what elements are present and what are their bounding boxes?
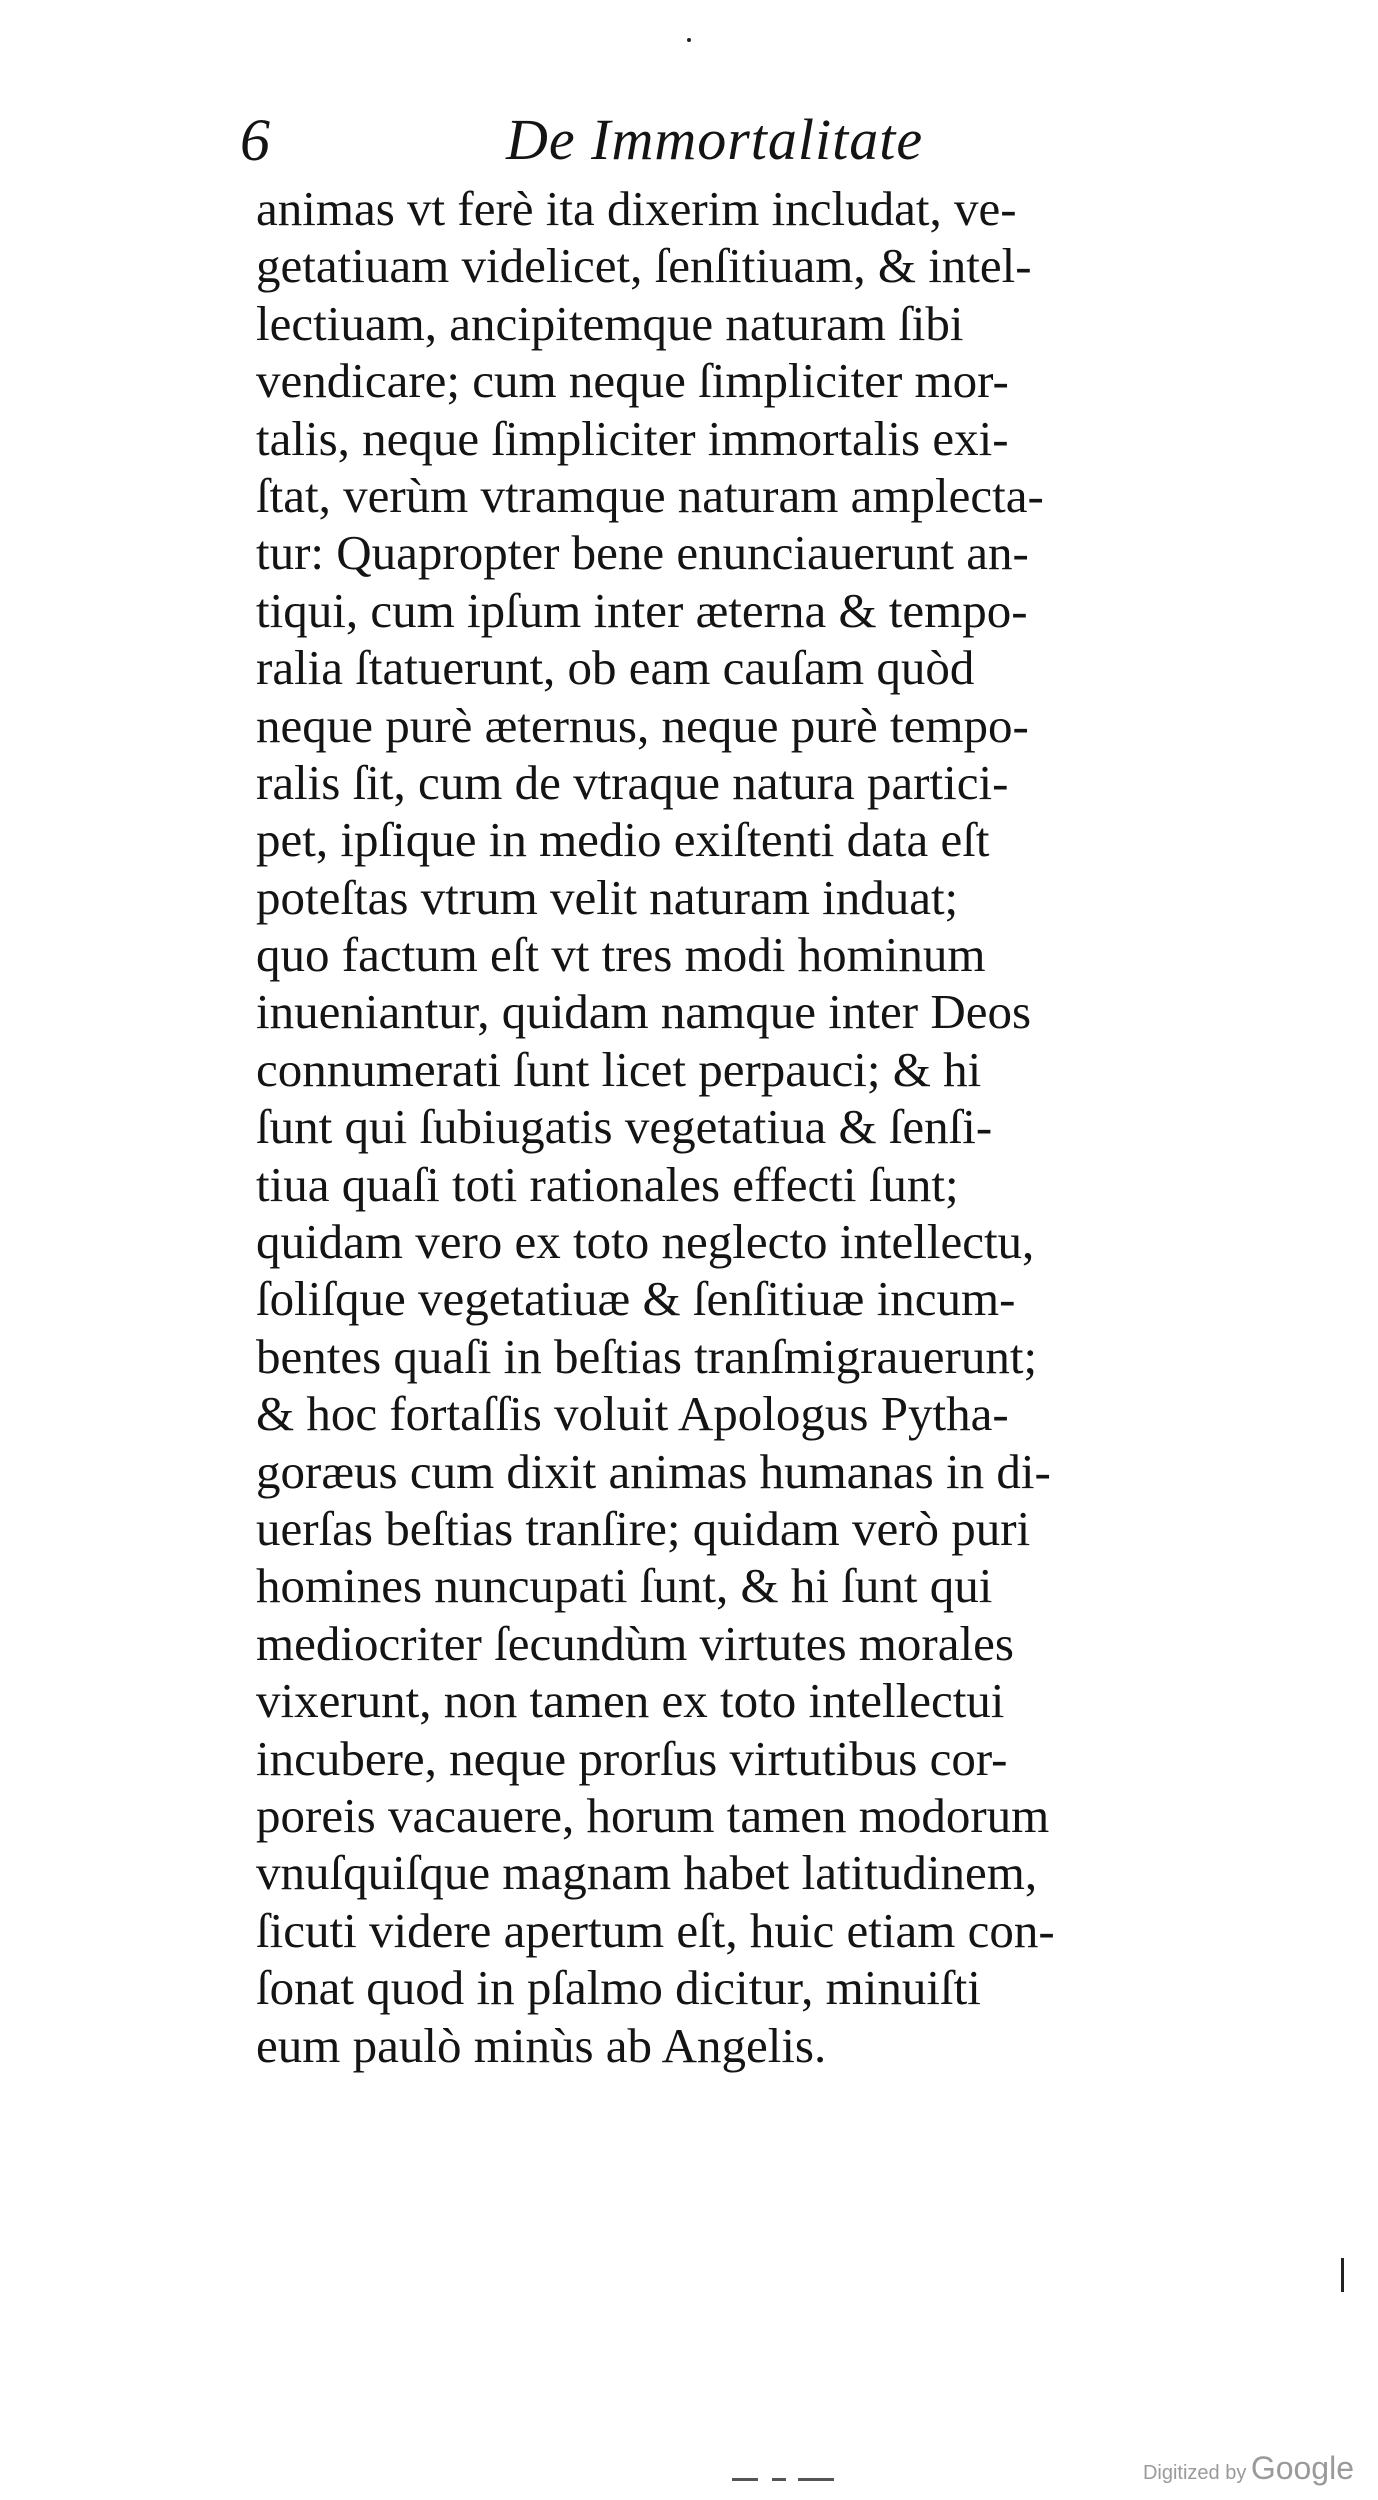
text-line: vixerunt, non tamen ex toto intellectui: [256, 1673, 1005, 1729]
text-line: ralia ſtatuerunt, ob eam cauſam quòd: [256, 640, 975, 696]
scan-speck: [772, 2478, 786, 2481]
scan-speck: [798, 2478, 834, 2481]
text-line: ſicuti videre apertum eſt, huic etiam con-: [256, 1902, 1055, 1958]
text-line: getatiuam videlicet, ſenſitiuam, & intel-: [256, 238, 1032, 294]
google-wordmark: Google: [1250, 2450, 1354, 2486]
text-line: pet, ipſique in medio exiſtenti data eſt: [256, 812, 990, 868]
text-line: ſtat, verùm vtramque naturam amplecta-: [256, 467, 1044, 523]
text-line: poteſtas vtrum velit naturam induat;: [256, 869, 959, 925]
text-line: homines nuncupati ſunt, & hi ſunt qui: [256, 1558, 993, 1614]
digitized-prefix: Digitized by: [1142, 2462, 1247, 2484]
text-line: quidam vero ex toto neglecto intellectu,: [256, 1214, 1035, 1270]
text-line: neque purè æternus, neque purè tempo-: [256, 697, 1029, 753]
margin-mark: [1341, 2258, 1344, 2292]
text-line: connumerati ſunt licet perpauci; & hi: [256, 1041, 982, 1097]
text-line: mediocriter ſecundùm virtutes morales: [256, 1615, 1014, 1671]
text-line: uerſas beſtias tranſire; quidam verò puri: [256, 1500, 1031, 1556]
digitized-watermark: [1143, 2448, 1354, 2495]
text-line: ſonat quod in pſalmo dicitur, minuiſti: [256, 1960, 981, 2016]
scan-speck: [732, 2478, 758, 2481]
top-speck: [687, 38, 691, 42]
text-line: & hoc fortaſſis voluit Apologus Pytha-: [256, 1386, 1009, 1442]
text-line: talis, neque ſimpliciter immortalis exi-: [256, 410, 1009, 466]
text-line: tiua quaſi toti rationales effecti ſunt;: [256, 1156, 959, 1212]
text-line: ralis ſit, cum de vtraque natura partici-: [256, 754, 1009, 810]
text-line: tiqui, cum ipſum inter æterna & tempo-: [256, 582, 1028, 638]
text-line: poreis vacauere, horum tamen modorum: [256, 1787, 1050, 1843]
text-line: lectiuam, ancipitemque naturam ſibi: [256, 295, 964, 351]
text-line: inueniantur, quidam namque inter Deos: [256, 984, 1032, 1040]
text-line: bentes quaſi in beſtias tranſmigrauerunt;: [256, 1328, 1038, 1384]
page-number: 6: [240, 107, 270, 173]
text-line: ſunt qui ſubiugatis vegetatiua & ſenſi-: [256, 1099, 993, 1155]
body-text: [256, 180, 1256, 2074]
running-title: De Immortalitate: [506, 107, 924, 172]
text-line: vendicare; cum neque ſimpliciter mor-: [256, 353, 1009, 409]
text-line: quo factum eſt vt tres modi hominum: [256, 927, 986, 983]
text-line: vnuſquiſque magnam habet latitudinem,: [256, 1845, 1038, 1901]
text-line: incubere, neque prorſus virtutibus cor-: [256, 1730, 1008, 1786]
scan-artifact: [732, 2478, 882, 2484]
text-line: animas vt ferè ita dixerim includat, ve-: [256, 181, 1017, 236]
text-line: tur: Quapropter bene enunciauerunt an-: [256, 525, 1029, 581]
page-header: [240, 100, 1000, 180]
text-line: ſoliſque vegetatiuæ & ſenſitiuæ incum-: [256, 1271, 1016, 1327]
text-line: eum paulò minùs ab Angelis.: [256, 2017, 827, 2073]
text-line: goræus cum dixit animas humanas in di-: [256, 1443, 1051, 1499]
